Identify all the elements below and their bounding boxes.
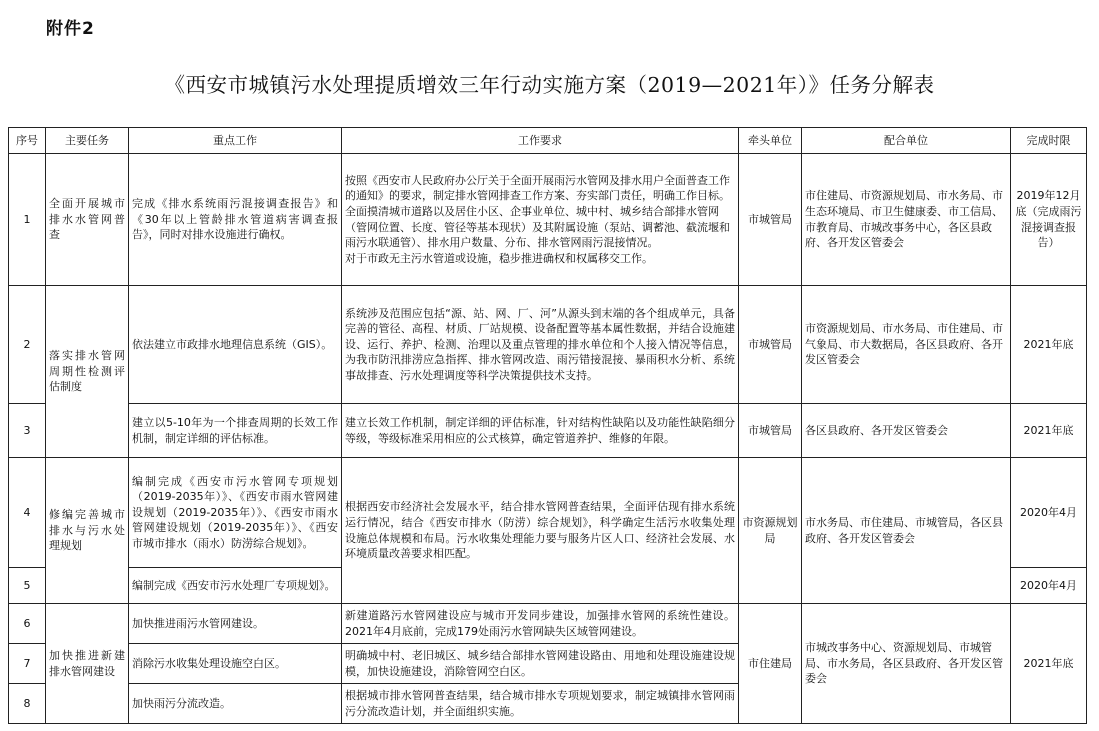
cell-seq: 3 [9,404,46,458]
header-seq: 序号 [9,128,46,154]
cell-seq: 4 [9,458,46,568]
cell-key-work: 消除污水收集处理设施空白区。 [129,644,342,684]
table-row [9,154,1087,286]
cell-seq: 8 [9,684,46,724]
cell-lead: 市城管局 [739,154,802,286]
cell-lead: 市资源规划局 [739,458,802,604]
header-deadline: 完成时限 [1011,128,1087,154]
table-row [9,404,1087,458]
table-row [9,458,1087,568]
cell-requirement: 根据城市排水管网普查结果，结合城市排水专项规划要求，制定城镇排水管网雨污分流改造计划，并全面组织实施。 [342,684,739,724]
task-table [8,127,1087,724]
cell-lead: 市住建局 [739,604,802,724]
cell-cooperate: 市住建局、市资源规划局、市水务局、市生态环境局、市卫生健康委、市工信局、市教育局、市城改事务中心，各区县政府、各开发区管委会 [802,154,1011,286]
cell-lead: 市城管局 [739,286,802,404]
cell-requirement: 按照《西安市人民政府办公厅关于全面开展雨污水管网及排水用户全面普查工作的通知》的要求，制定排水管网排查工作方案、夯实部门责任，明确工作目标。 全面摸清城市道路以及居住小区、企事业单位、城中村、城乡结合部排水管网（管网位置、长度、管径等基本现状）及其附属设施（泵站、调蓄池、截流堰和雨污水联通管）、排水用户数量、分布、排水管网雨污混接情况。 对于市政无主污水管道或设施，稳步推进确权和权属移交工作。 [342,154,739,286]
cell-seq: 2 [9,286,46,404]
attachment-label: 附件2 [46,19,95,39]
cell-cooperate: 各区县政府、各开发区管委会 [802,404,1011,458]
header-main-task: 主要任务 [46,128,129,154]
cell-deadline: 2020年4月 [1011,458,1087,568]
table-header-row [9,128,1087,154]
cell-key-work: 建立以5-10年为一个排查周期的长效工作机制，制定详细的评估标准。 [129,404,342,458]
cell-main-task: 落实排水管网周期性检测评估制度 [46,286,129,458]
cell-cooperate: 市资源规划局、市水务局、市住建局、市气象局、市大数据局，各区县政府、各开发区管委会 [802,286,1011,404]
header-key-work: 重点工作 [129,128,342,154]
cell-requirement: 新建道路污水管网建设应与城市开发同步建设，加强排水管网的系统性建设。2021年4月底前，完成179处雨污水管网缺失区域管网建设。 [342,604,739,644]
cell-seq: 7 [9,644,46,684]
cell-deadline: 2021年底 [1011,286,1087,404]
cell-deadline: 2021年底 [1011,404,1087,458]
header-requirement: 工作要求 [342,128,739,154]
cell-key-work: 加快雨污分流改造。 [129,684,342,724]
cell-main-task: 全面开展城市排水水管网普查 [46,154,129,286]
cell-requirement: 明确城中村、老旧城区、城乡结合部排水管网建设路由、用地和处理设施建设规模，加快设施建设，消除管网空白区。 [342,644,739,684]
header-cooperate: 配合单位 [802,128,1011,154]
cell-cooperate: 市水务局、市住建局、市城管局，各区县政府、各开发区管委会 [802,458,1011,604]
table-row [9,286,1087,404]
cell-cooperate: 市城改事务中心、资源规划局、市城管局、市水务局，各区县政府、各开发区管委会 [802,604,1011,724]
cell-seq: 5 [9,568,46,604]
cell-key-work: 编制完成《西安市污水处理厂专项规划》。 [129,568,342,604]
cell-seq: 1 [9,154,46,286]
cell-key-work: 依法建立市政排水地理信息系统（GIS）。 [129,286,342,404]
cell-requirement: 系统涉及范围应包括“源、站、网、厂、河”从源头到末端的各个组成单元，具备完善的管径、高程、材质、厂站规模、设备配置等基本属性数据，并结合设施建设、运行、养护、检测、治理以及重点管理的排水单位和个人接入情况等信息，为我市防汛排涝应急指挥、排水管网改造、雨污错接混接、暴雨积水分析、系统事故排查、污水处理调度等科学决策提供技术支持。 [342,286,739,404]
page-title: 《西安市城镇污水处理提质增效三年行动实施方案（2019—2021年）》任务分解表 [164,73,935,97]
cell-requirement: 建立长效工作机制，制定详细的评估标准，针对结构性缺陷以及功能性缺陷细分等级，等级标准采用相应的公式核算，确定管道养护、维修的年限。 [342,404,739,458]
cell-main-task: 加快推进新建排水管网建设 [46,604,129,724]
cell-lead: 市城管局 [739,404,802,458]
cell-key-work: 编制完成《西安市污水管网专项规划（2019-2035年）》、《西安市雨水管网建设规划（2019-2035年）》、《西安市雨水管网建设规划（2019-2035年）》、《西安市城市排水（雨水）防涝综合规划》。 [129,458,342,568]
cell-requirement: 根据西安市经济社会发展水平，结合排水管网普查结果，全面评估现有排水系统运行情况，结合《西安市排水（防涝）综合规划》，科学确定生活污水收集处理设施总体规模和布局。污水收集处理能力要与服务片区人口、经济社会发展、水环境质量改善要求相匹配。 [342,458,739,604]
cell-seq: 6 [9,604,46,644]
header-lead: 牵头单位 [739,128,802,154]
cell-deadline: 2021年底 [1011,604,1087,724]
table-row [9,604,1087,644]
cell-deadline: 2020年4月 [1011,568,1087,604]
cell-key-work: 完成《排水系统雨污混接调查报告》和《30年以上管龄排水管道病害调查报告》，同时对排水设施进行确权。 [129,154,342,286]
cell-main-task: 修编完善城市排水与污水处理规划 [46,458,129,604]
cell-deadline: 2019年12月底（完成雨污混接调查报告） [1011,154,1087,286]
cell-key-work: 加快推进雨污水管网建设。 [129,604,342,644]
